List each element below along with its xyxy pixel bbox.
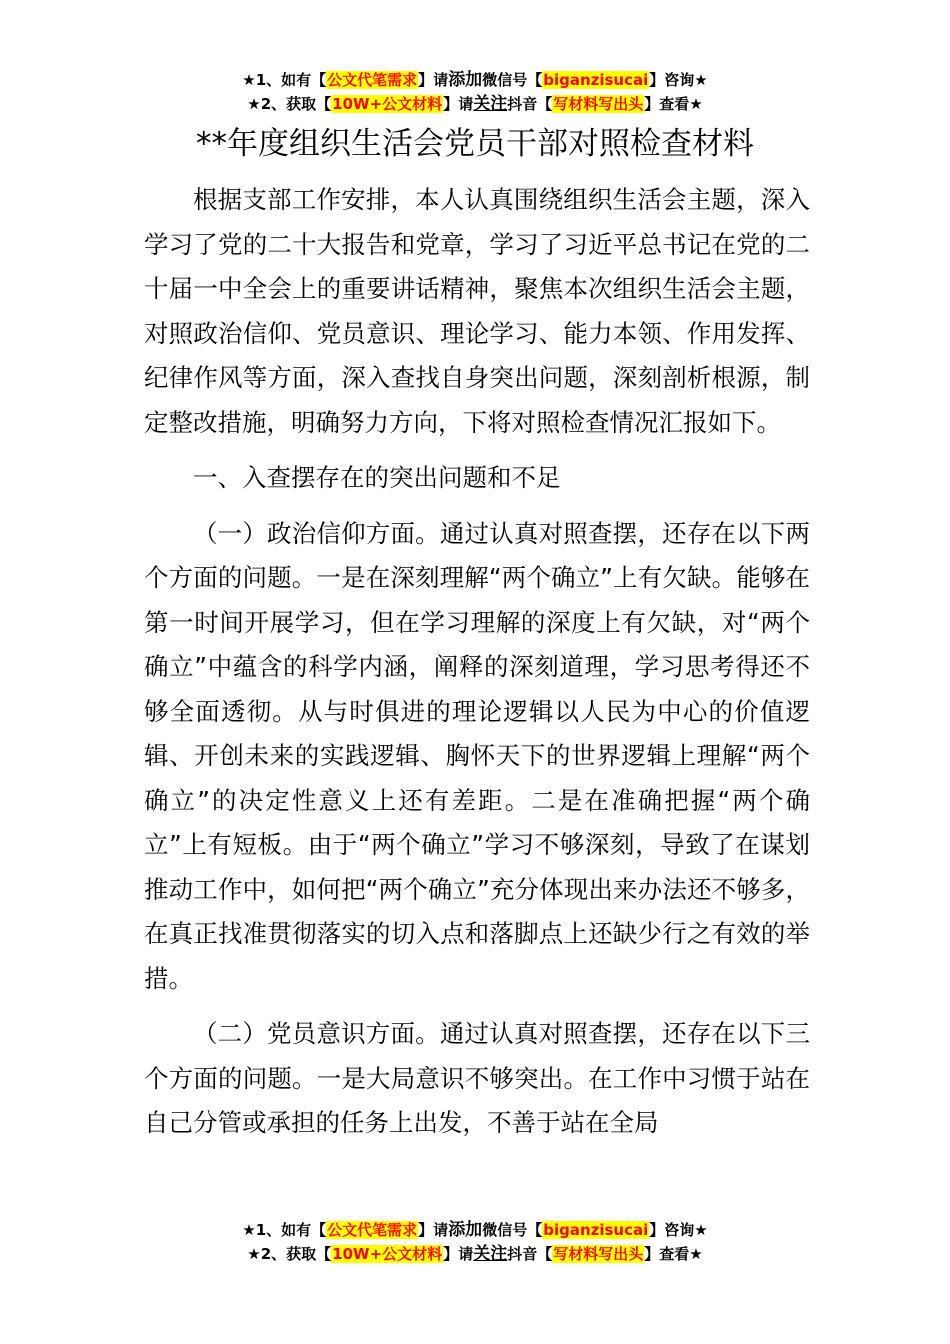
promo-line-2-prefix: ★2、获取【: [247, 95, 332, 113]
promo-line-1-mid: 】请: [418, 71, 449, 89]
promo-line-2-highlight-douyin: 写材料写出头: [553, 95, 644, 113]
promo-line-2-highlight-materials: 10W+公文材料: [332, 95, 443, 113]
promo-line-2-emphasis: 关注: [473, 94, 508, 114]
promo-line-2-mid: 】请: [443, 95, 474, 113]
promo-line-2: [0, 1242, 950, 1266]
promo-line-2-prefix: ★2、获取【: [247, 1245, 332, 1263]
promo-line-2: [0, 92, 950, 116]
promo-line-2-suffix: 】查看★: [644, 95, 703, 113]
promo-line-2-mid: 】请: [443, 1245, 474, 1263]
document-title: **年度组织生活会党员干部对照检查材料: [196, 126, 754, 162]
promo-line-1-highlight-service: 公文代笔需求: [327, 1221, 418, 1239]
promo-line-2-mid2: 抖音【: [507, 1245, 553, 1263]
paragraph-party-awareness: （二）党员意识方面。通过认真对照查摆，还存在以下三个方面的问题。一是大局意识不够突出。在工作中习惯于站在自己分管或承担的任务上出发，不善于站在全局: [144, 1019, 810, 1137]
promo-line-1-highlight-wechat: biganzisucai: [543, 71, 649, 89]
document-body: [144, 178, 810, 1157]
promo-line-1-mid: 】请: [418, 1221, 449, 1239]
promo-line-2-mid2: 抖音【: [507, 95, 553, 113]
promo-line-1-highlight-service: 公文代笔需求: [327, 71, 418, 89]
promo-line-1-suffix: 】咨询★: [649, 1221, 708, 1239]
promo-line-1-mid2: 微信号【: [482, 71, 543, 89]
promo-line-1-prefix: ★1、如有【: [242, 1221, 327, 1239]
promo-line-2-highlight-douyin: 写材料写出头: [553, 1245, 644, 1263]
promo-banner-bottom: [0, 1218, 950, 1266]
promo-line-1: [0, 68, 950, 92]
promo-line-1-emphasis: 添加: [448, 70, 483, 90]
promo-line-1-mid2: 微信号【: [482, 1221, 543, 1239]
promo-line-2-emphasis: 关注: [473, 1244, 508, 1264]
promo-line-1: [0, 1218, 950, 1242]
promo-line-2-suffix: 】查看★: [644, 1245, 703, 1263]
paragraph-intro: 根据支部工作安排，本人认真围绕组织生活会主题，深入学习了党的二十大报告和党章，学习了习近平总书记在党的二十届一中全会上的重要讲话精神，聚焦本次组织生活会主题，对照政治信仰、党员意识、理论学习、能力本领、作用发挥、纪律作风等方面，深入查找自身突出问题，深刻剖析根源，制定整改措施，明确努力方向，下将对照检查情况汇报如下。: [144, 185, 810, 437]
promo-line-1-prefix: ★1、如有【: [242, 71, 327, 89]
promo-line-1-suffix: 】咨询★: [649, 71, 708, 89]
promo-banner-top: [0, 68, 950, 116]
section-heading-problems: 一、入查摆存在的突出问题和不足: [193, 463, 561, 492]
promo-line-2-highlight-materials: 10W+公文材料: [332, 1245, 443, 1263]
paragraph-political-belief: （一）政治信仰方面。通过认真对照查摆，还存在以下两个方面的问题。一是在深刻理解“两个确立”上有欠缺。能够在第一时间开展学习，但在学习理解的深度上有欠缺，对“两个确立”中蕴含的科学内涵，阐释的深刻道理，学习思考得还不够全面透彻。从与时俱进的理论逻辑以人民为中心的价值逻辑、开创未来的实践逻辑、胸怀天下的世界逻辑上理解“两个确立”的决定性意义上还有差距。二是在准确把握“两个确立”上有短板。由于“两个确立”学习不够深刻，导致了在谋划推动工作中，如何把“两个确立”充分体现出来办法还不够多，在真正找准贯彻落实的切入点和落脚点上还缺少行之有效的举措。: [144, 518, 810, 993]
promo-line-1-emphasis: 添加: [448, 1220, 483, 1240]
promo-line-1-highlight-wechat: biganzisucai: [543, 1221, 649, 1239]
